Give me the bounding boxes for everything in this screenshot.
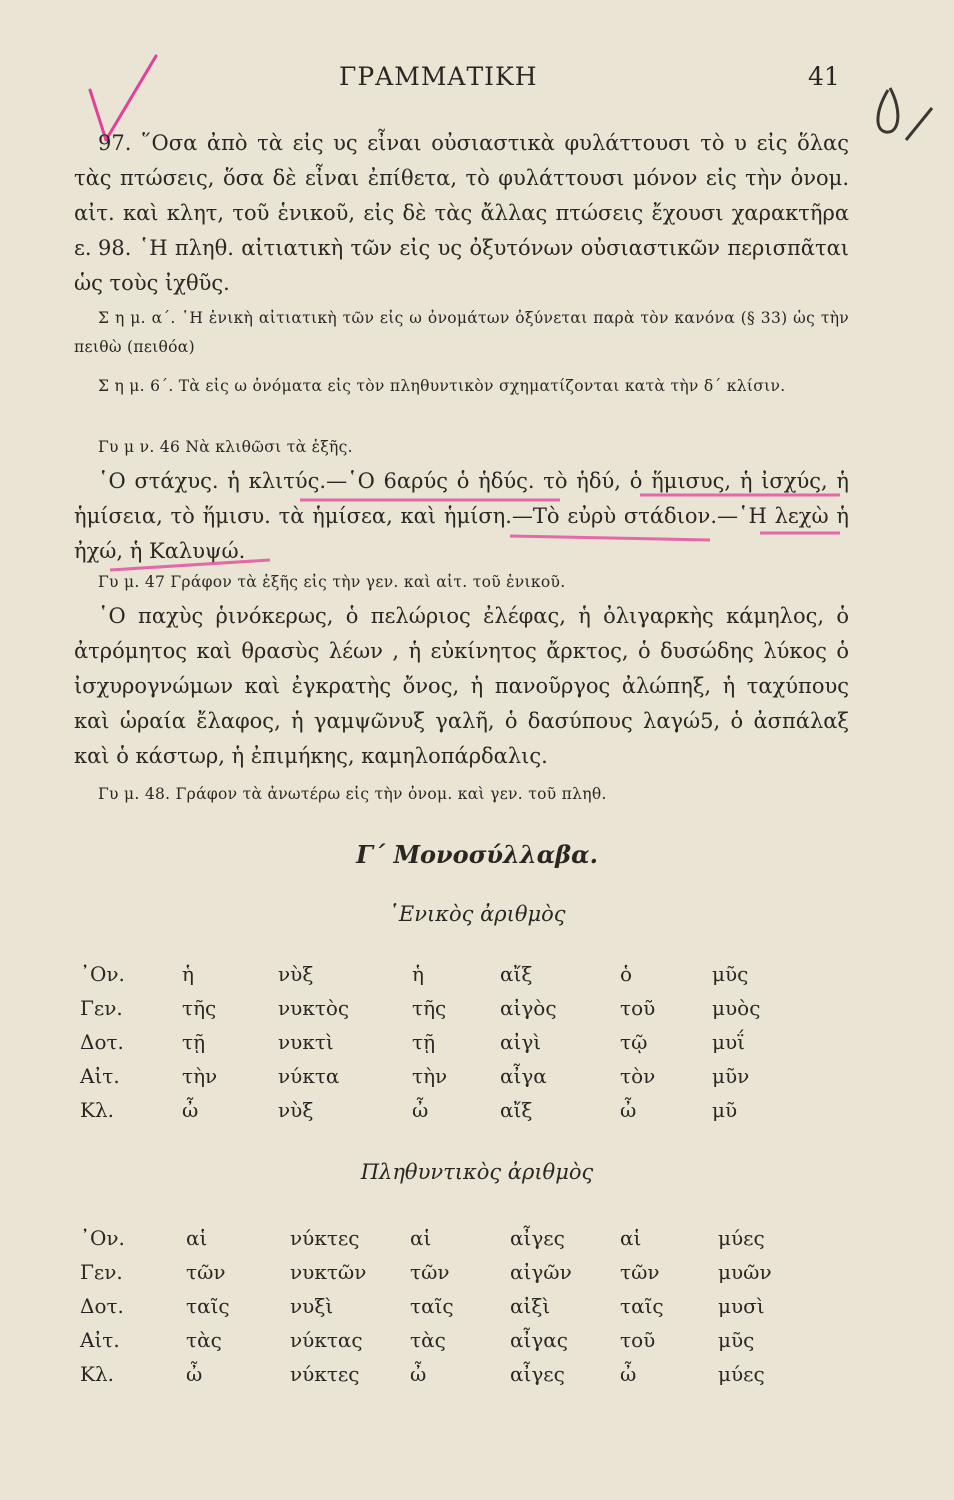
table-cell: ταῖς <box>410 1294 454 1318</box>
table-cell: ἡ <box>412 962 424 986</box>
table-cell: αἰξὶ <box>510 1294 551 1318</box>
table-cell: αἶγες <box>510 1226 565 1250</box>
table-cell: ᾿Ον. <box>80 1226 125 1250</box>
table-cell: αἰγὸς <box>500 996 557 1020</box>
table-cell: Δοτ. <box>80 1294 124 1318</box>
table-cell: Γεν. <box>80 1260 123 1284</box>
table-cell: μυὸς <box>712 996 761 1020</box>
table-cell: αἱ <box>620 1226 642 1250</box>
table-cell: τῶν <box>620 1260 660 1284</box>
table-cell: νυκτῶν <box>290 1260 367 1284</box>
table-row <box>0 996 954 1028</box>
table-cell: Αἰτ. <box>80 1064 120 1088</box>
table-cell: ἡ <box>182 962 194 986</box>
table-cell: μύες <box>718 1226 765 1250</box>
exercise-47-words: ῾Ο παχὺς ῥινόκερως, ὁ πελώριος ἐλέφας, ἡ ὀλιγαρκὴς κάμηλος, ὁ ἀτρόμητος καὶ θρασὺς λέων , ἡ εὐκίνητος ἄρκτος, ὁ δυσώδης λύκος ὁ ἰσχυρογνώμων καὶ ἐγκρατὴς ὄνος, ἡ πανοῦργος ἀλώπηξ, ἡ ταχύπους καὶ ὡραία ἔλαφος, ἡ γαμψῶνυξ γαλῆ, ὁ δασύπους λαγώ5, ὁ ἀσπάλαξ καὶ ὁ κάστωρ, ἡ ἐπιμήκης, καμηλοπάρδαλις. <box>74 604 849 768</box>
note-beta: Σ η μ. 6΄. Τὰ εἰς ω ὀνόματα εἰς τὸν πληθυντικὸν σχηματίζονται κατὰ τὴν δ΄ κλίσιν. <box>98 377 786 395</box>
table-cell: τῆς <box>412 996 447 1020</box>
table-cell: μῦς <box>718 1328 755 1352</box>
table-cell: τοῦ <box>620 996 656 1020</box>
table-row <box>0 1328 954 1360</box>
page-number: 41 <box>808 62 840 91</box>
table-cell: νὺξ <box>278 962 314 986</box>
table-cell: νύκτες <box>290 1362 360 1386</box>
table-cell: αἰγῶν <box>510 1260 572 1284</box>
table-cell: τῆς <box>182 996 217 1020</box>
singular-heading: ῾Ενικὸς ἀριθμὸς <box>388 902 566 926</box>
table-cell: μυῶν <box>718 1260 772 1284</box>
table-cell: ὦ <box>412 1098 429 1122</box>
table-cell: μῦν <box>712 1064 750 1088</box>
magenta-underlines <box>0 0 954 604</box>
table-cell: αἶγες <box>510 1362 565 1386</box>
table-cell: Κλ. <box>80 1362 114 1386</box>
table-cell: ὦ <box>410 1362 427 1386</box>
table-cell: ὦ <box>186 1362 203 1386</box>
table-row <box>0 1260 954 1292</box>
table-cell: νύκτα <box>278 1064 340 1088</box>
table-cell: μυΐ <box>712 1030 745 1054</box>
plural-heading: Πληθυντικὸς ἀριθμὸς <box>360 1160 594 1184</box>
table-row <box>0 1098 954 1130</box>
table-cell: Γεν. <box>80 996 123 1020</box>
table-cell: ᾿Ον. <box>80 962 125 986</box>
table-cell: τὰς <box>186 1328 222 1352</box>
table-cell: τὴν <box>412 1064 448 1088</box>
table-cell: τοῦ <box>620 1328 656 1352</box>
table-cell: μῦ <box>712 1098 738 1122</box>
exercise-47-heading: Γυ μ. 47 Γράφον τὰ ἑξῆς εἰς τὴν γεν. καὶ αἰτ. τοῦ ἑνικοῦ. <box>98 573 566 591</box>
table-cell: Δοτ. <box>80 1030 124 1054</box>
table-cell: νύκτες <box>290 1226 360 1250</box>
table-cell: Αἰτ. <box>80 1328 120 1352</box>
table-cell: νυκτὸς <box>278 996 350 1020</box>
table-cell: αἶγας <box>510 1328 569 1352</box>
table-cell: νυξὶ <box>290 1294 334 1318</box>
section-title: Γ΄ Μονοσύλλαβα. <box>356 840 598 869</box>
table-cell: τὸν <box>620 1064 656 1088</box>
note-alpha: Σ η μ. α΄. ῾Η ἑνικὴ αἰτιατικὴ τῶν εἰς ω ὀνομάτων ὀξύνεται παρὰ τὸν κανόνα (§ 33) ὡς τὴν πειθὼ (πειθόα) <box>74 309 849 356</box>
table-row <box>0 1030 954 1062</box>
table-cell: μύες <box>718 1362 765 1386</box>
table-cell: τῇ <box>412 1030 436 1054</box>
table-cell: τῶν <box>410 1260 450 1284</box>
exercise-48-heading: Γυ μ. 48. Γράφον τὰ ἀνωτέρω εἰς τὴν ὀνομ. καὶ γεν. τοῦ πληθ. <box>98 785 607 803</box>
table-cell: τῶν <box>186 1260 226 1284</box>
exercise-46-words: ῾Ο στάχυς. ἡ κλιτύς.—῾Ο 6αρύς ὁ ἡδύς. τὸ ἡδύ, ὁ ἥμισυς, ἡ ἰσχύς, ἡ ἡμίσεια, τὸ ἥμισυ. τὰ ἡμίσεα, καὶ ἡμίση.—Τὸ εὐρὺ στάδιον.—῾Η λεχὼ ἡ ἠχώ, ἡ Καλυψώ. <box>74 469 849 563</box>
table-cell: ὁ <box>620 962 633 986</box>
table-cell: αἶγα <box>500 1064 547 1088</box>
table-cell: αἱ <box>186 1226 208 1250</box>
table-cell: ὦ <box>182 1098 199 1122</box>
table-row <box>0 1064 954 1096</box>
table-row <box>0 1294 954 1326</box>
paragraph-97: 97. ῞Οσα ἀπὸ τὰ εἰς υς εἶναι οὐσιαστικὰ φυλάττουσι τὸ υ εἰς ὅλας τὰς πτώσεις, ὅσα δὲ εἶναι ἐπίθετα, τὸ φυλάττουσι μόνον εἰς τὴν ὀνομ. αἰτ. καὶ κλητ, τοῦ ἑνικοῦ, εἰς δὲ τὰς ἄλλας πτώσεις ἔχουσι χαρακτῆρα ε. <box>74 131 849 260</box>
page-title: ΓΡΑΜΜΑΤΙΚΗ <box>339 62 538 91</box>
table-cell: ταῖς <box>620 1294 664 1318</box>
table-cell: τὴν <box>182 1064 218 1088</box>
table-cell: μυσὶ <box>718 1294 765 1318</box>
table-cell: νύκτας <box>290 1328 363 1352</box>
table-cell: τὰς <box>410 1328 446 1352</box>
table-cell: αἱ <box>410 1226 432 1250</box>
table-cell: ταῖς <box>186 1294 230 1318</box>
table-row <box>0 962 954 994</box>
table-cell: μῦς <box>712 962 749 986</box>
table-row <box>0 1226 954 1258</box>
table-cell: αἴξ <box>500 1098 533 1122</box>
table-cell: τῇ <box>182 1030 206 1054</box>
paragraph-98: 98. ῾Η πληθ. αἰτιατικὴ τῶν εἰς υς ὀξυτόνων οὐσιαστικῶν περισπᾶται ὡς τοὺς ἰχθῦς. <box>74 236 849 295</box>
table-cell: νὺξ <box>278 1098 314 1122</box>
table-row <box>0 1362 954 1394</box>
exercise-46-heading: Γυ μ ν. 46 Νὰ κλιθῶσι τὰ ἑξῆς. <box>98 438 353 456</box>
table-cell: τῷ <box>620 1030 648 1054</box>
table-cell: νυκτὶ <box>278 1030 334 1054</box>
table-cell: ὦ <box>620 1098 637 1122</box>
table-cell: ὦ <box>620 1362 637 1386</box>
table-cell: Κλ. <box>80 1098 114 1122</box>
table-cell: αἰγὶ <box>500 1030 542 1054</box>
table-cell: αἴξ <box>500 962 533 986</box>
